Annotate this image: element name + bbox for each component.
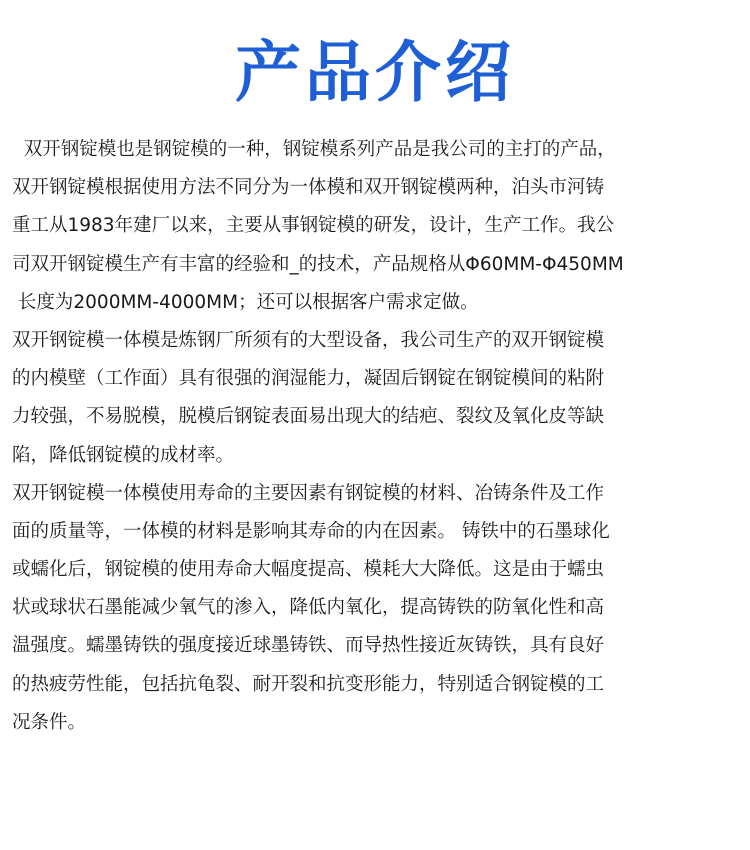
text-line: 况条件。 xyxy=(12,711,87,733)
paragraph-2 xyxy=(12,322,740,475)
text-line: 陷，降低钢锭模的成材率。 xyxy=(12,444,235,466)
text-line: 的热疲劳性能，包括抗龟裂、耐开裂和抗变形能力，特别适合钢锭模的工 xyxy=(12,673,605,695)
page-title: 产品介绍 xyxy=(235,34,515,111)
text-line: 双开钢锭模也是钢锭模的一种，钢锭模系列产品是我公司的主打的产品， xyxy=(12,139,616,160)
article-body xyxy=(12,131,740,742)
text-line: 双开钢锭模根据使用方法不同分为一体模和双开钢锭模两种，泊头市河铸 xyxy=(12,177,605,199)
text-line: 长度为2000MM-4000MM；还可以根据客户需求定做。 xyxy=(12,291,479,313)
text-line: 面的质量等，一体模的材料是影响其寿命的内在因素。 铸铁中的石墨球化 xyxy=(12,520,610,542)
text-line: 力较强，不易脱模，脱模后钢锭表面易出现大的结疤、裂纹及氧化皮等缺 xyxy=(12,406,605,428)
text-line: 或蠕化后，钢锭模的使用寿命大幅度提高、模耗大大降低。这是由于蠕虫 xyxy=(12,559,605,581)
paragraph-1 xyxy=(12,131,740,322)
text-line: 双开钢锭模一体模是炼钢厂所须有的大型设备，我公司生产的双开钢锭模 xyxy=(12,329,605,351)
paragraph-3 xyxy=(12,475,740,742)
text-line: 司双开钢锭模生产有丰富的经验和_的技术，产品规格从Φ60MM-Φ450MM xyxy=(12,253,624,275)
text-line: 温强度。蠕墨铸铁的强度接近球墨铸铁、而导热性接近灰铸铁，具有良好 xyxy=(12,635,605,657)
text-line: 重工从1983年建厂以来，主要从事钢锭模的研发，设计，生产工作。我公 xyxy=(12,215,615,237)
text-line: 的内模壁（工作面）具有很强的润湿能力，凝固后钢锭在钢锭模间的粘附 xyxy=(12,368,605,390)
text-line: 双开钢锭模一体模使用寿命的主要因素有钢锭模的材料、冶铸条件及工作 xyxy=(12,482,605,504)
text-line: 状或球状石墨能减少氧气的渗入，降低内氧化，提高铸铁的防氧化性和高 xyxy=(12,597,605,619)
